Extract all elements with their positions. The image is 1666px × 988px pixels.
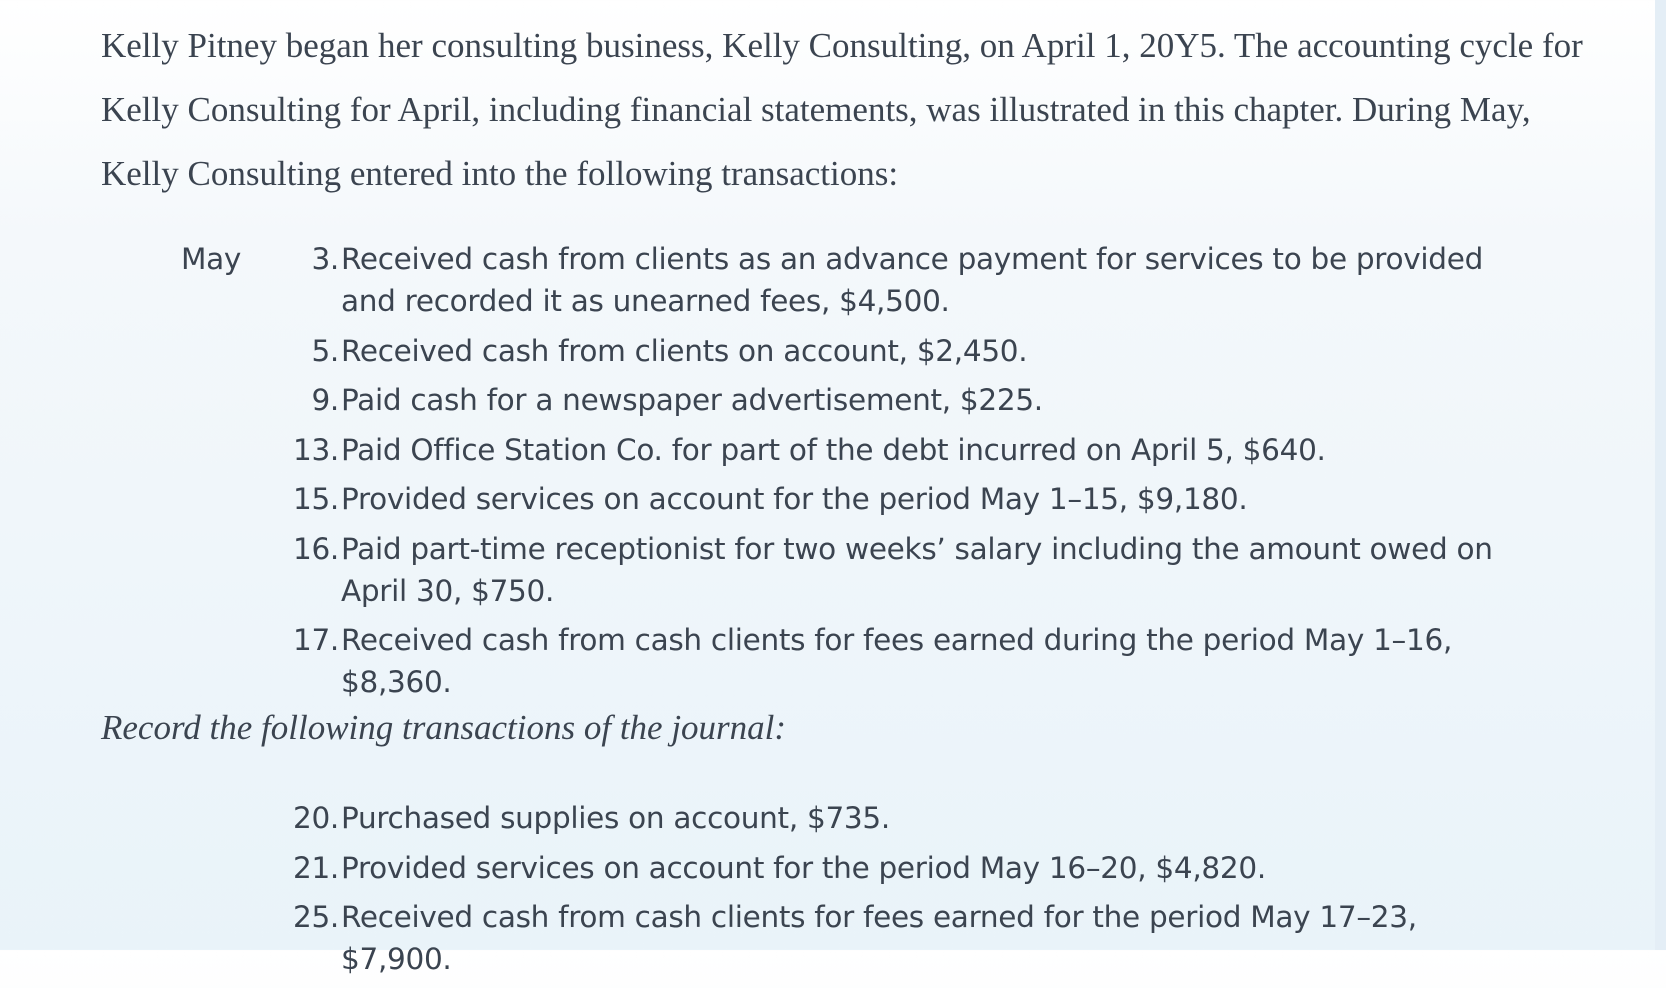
transaction-day: 16. [292,531,339,566]
transaction-item [0,528,1501,612]
transaction-item [0,896,1501,980]
transaction-text: Provided services on account for the period May 16–20, $4,820. [341,850,1266,885]
transaction-day: 20. [292,801,339,835]
transaction-day: 25. [292,900,339,934]
transaction-day: 9. [311,383,339,417]
journal-transactions-list [0,797,1666,988]
instruction-heading: Record the following transactions of the journal: [101,708,787,747]
transaction-item [0,797,1501,839]
transaction-day: 21. [292,850,339,885]
transaction-item [0,379,1501,421]
transaction-text: Paid part-time receptionist for two weeks’ salary including the amount owed on April 30, $750. [341,531,1493,608]
problem-intro: Kelly Pitney began her consulting business, Kelly Consulting, on April 1, 20Y5. The accounting cycle for Kelly Consulting for April, including financial statements, was illustrated in this chapter. During May, Kelly Consulting entered into the following transactions: [101,26,1583,193]
transaction-text: Received cash from cash clients for fees earned during the period May 1–16, $8,360. [341,623,1453,699]
transaction-day: 5. [311,333,339,368]
transaction-day: 17. [292,623,339,657]
transaction-text: Received cash from cash clients for fees earned for the period May 17–23, $7,900. [341,900,1417,976]
month-label: May [181,242,242,276]
may-transactions-list [0,238,1666,711]
transaction-day: 3. [311,242,339,276]
transaction-item [0,429,1501,471]
transaction-text: Paid Office Station Co. for part of the debt incurred on April 5, $640. [341,432,1326,467]
transaction-day: 13. [292,432,339,467]
transaction-item [0,847,1501,889]
transaction-text: Received cash from clients on account, $2,450. [341,333,1028,368]
transaction-text: Provided services on account for the period May 1–15, $9,180. [341,482,1248,516]
transaction-item [0,619,1501,703]
transaction-day: 15. [292,482,339,516]
transaction-item [0,330,1501,372]
transaction-text: Received cash from clients as an advance payment for services to be provided and recorded it as unearned fees, $4,500. [341,242,1483,318]
transaction-text: Purchased supplies on account, $735. [341,801,890,835]
transaction-item [0,238,1501,322]
transaction-text: Paid cash for a newspaper advertisement, $225. [341,383,1043,417]
transaction-item [0,478,1501,520]
